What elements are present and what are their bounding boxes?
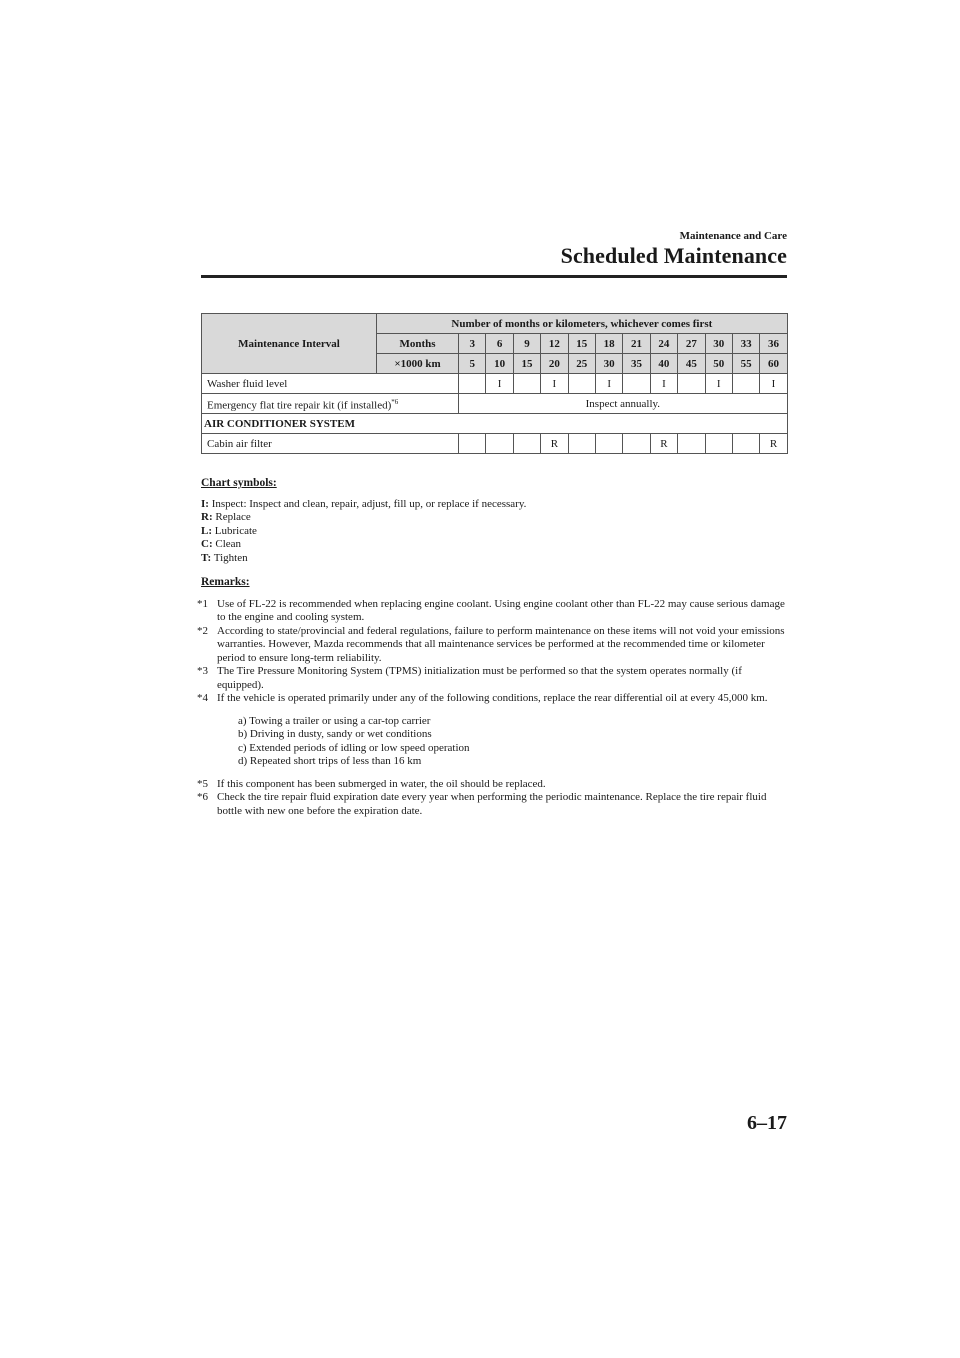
- group-header-row: [202, 314, 788, 334]
- month-cell: 36: [760, 334, 787, 354]
- remark-number: *5: [197, 777, 208, 790]
- schedule-cell: [678, 434, 705, 454]
- months-label: Months: [377, 334, 459, 354]
- month-cell: 3: [459, 334, 486, 354]
- symbol-key: R:: [201, 511, 213, 523]
- remark-text: The Tire Pressure Monitoring System (TPMS) initialization must be performed so that the system operates normally (if equipped).: [217, 665, 742, 691]
- condition-item: c) Extended periods of idling or low speed operation: [238, 741, 470, 754]
- km-cell: 25: [568, 354, 595, 374]
- remark-item: [197, 791, 791, 818]
- symbol-text: Inspect: Inspect and clean, repair, adjust, fill up, or replace if necessary.: [211, 497, 527, 510]
- schedule-cell: I: [541, 374, 568, 394]
- remark-number: *6: [197, 791, 208, 803]
- month-cell: 30: [705, 334, 732, 354]
- condition-item: b) Driving in dusty, sandy or wet conditions: [238, 728, 432, 740]
- schedule-cell: [732, 434, 759, 454]
- condition-item: a) Towing a trailer or using a car-top carrier: [238, 714, 431, 727]
- condition-item: d) Repeated short trips of less than 16 km: [238, 755, 422, 767]
- symbol-text: Clean: [215, 538, 242, 550]
- remark-item: [197, 665, 791, 692]
- schedule-cell: I: [595, 374, 622, 394]
- schedule-cell: [486, 434, 513, 454]
- remark-item: [197, 597, 791, 625]
- schedule-cell: [705, 434, 732, 454]
- symbol-key: C:: [201, 538, 213, 550]
- month-cell: 18: [595, 334, 622, 354]
- schedule-cell: [513, 374, 540, 394]
- remark-number: *4: [197, 692, 208, 704]
- schedule-cell: [732, 374, 759, 394]
- maintenance-schedule-table: [201, 313, 788, 454]
- symbol-key: I:: [201, 497, 209, 510]
- remark-text: Check the tire repair fluid expiration date every year when performing the periodic maintenance. Replace the tire repair fluid bottle with new one before the expiration date.: [217, 791, 767, 817]
- km-cell: 40: [650, 354, 677, 374]
- month-cell: 27: [678, 334, 705, 354]
- schedule-cell: I: [705, 374, 732, 394]
- remark-text: Use of FL-22 is recommended when replacing engine coolant. Using engine coolant other than FL-22 may cause serious damage to the engine and cooling system.: [217, 597, 785, 623]
- remark-item: [197, 777, 791, 792]
- km-cell: 55: [732, 354, 759, 374]
- schedule-cell: [595, 434, 622, 454]
- row-label-text: Emergency flat tire repair kit (if installed): [207, 399, 392, 412]
- schedule-cell: [459, 374, 486, 394]
- symbol-item: [201, 498, 791, 512]
- interval-label-cell: Maintenance Interval: [202, 314, 377, 374]
- schedule-cell: I: [650, 374, 677, 394]
- schedule-cell: R: [650, 434, 677, 454]
- symbol-key: T:: [201, 551, 212, 564]
- schedule-cell: [678, 374, 705, 394]
- month-cell: 6: [486, 334, 513, 354]
- schedule-cell: [568, 374, 595, 394]
- km-cell: 45: [678, 354, 705, 374]
- span-cell: Inspect annually.: [459, 394, 788, 414]
- chart-symbols: [201, 477, 791, 565]
- month-cell: 12: [541, 334, 568, 354]
- km-cell: 50: [705, 354, 732, 374]
- symbol-item: [201, 511, 791, 525]
- remark-item: [197, 624, 791, 666]
- table-row: [202, 434, 788, 454]
- remark-number: *3: [197, 665, 208, 677]
- row-label: Washer fluid level: [202, 374, 459, 394]
- km-cell: 60: [760, 354, 787, 374]
- chart-symbols-heading: Chart symbols:: [201, 477, 277, 489]
- row-label: Cabin air filter: [202, 434, 459, 454]
- schedule-cell: [513, 434, 540, 454]
- group-header-cell: Number of months or kilometers, whichever comes first: [377, 314, 788, 334]
- remark-text: If the vehicle is operated primarily under any of the following conditions, replace the rear differential oil at every 45,000 km.: [217, 692, 768, 704]
- schedule-cell: R: [760, 434, 787, 454]
- category-row: [202, 414, 788, 434]
- symbol-item: [201, 525, 791, 539]
- category-label: AIR CONDITIONER SYSTEM: [202, 414, 788, 434]
- km-cell: 10: [486, 354, 513, 374]
- km-cell: 15: [513, 354, 540, 374]
- km-label: ×1000 km: [377, 354, 459, 374]
- month-cell: 33: [732, 334, 759, 354]
- remark-text: If this component has been submerged in water, the oil should be replaced.: [217, 777, 546, 790]
- km-cell: 20: [541, 354, 568, 374]
- km-cell: 35: [623, 354, 650, 374]
- page-number: 6–17: [747, 1112, 787, 1134]
- page-title: Scheduled Maintenance: [560, 243, 787, 268]
- symbol-item: [201, 538, 791, 552]
- title-divider: [201, 275, 787, 278]
- symbol-key: L:: [201, 524, 212, 537]
- footnote-ref: *6: [391, 397, 399, 406]
- symbol-text: Replace: [215, 511, 251, 523]
- table-row: [202, 374, 788, 394]
- symbol-text: Tighten: [213, 551, 248, 564]
- km-cell: 5: [459, 354, 486, 374]
- remark-text: According to state/provincial and federal regulations, failure to perform maintenance on these items will not void your emissions warranties. However, Mazda recommends that all maintenance services be performed at the recommended time or kilometer period to ensure long-term reliability.: [217, 624, 785, 664]
- remark-number: *1: [197, 597, 208, 610]
- row-label: [202, 394, 459, 414]
- remark-item: [197, 692, 791, 706]
- remark-number: *2: [197, 624, 208, 637]
- table-row: [202, 394, 788, 414]
- schedule-cell: R: [541, 434, 568, 454]
- month-cell: 9: [513, 334, 540, 354]
- schedule-cell: I: [760, 374, 787, 394]
- schedule-cell: I: [486, 374, 513, 394]
- schedule-cell: [623, 374, 650, 394]
- remarks-heading: Remarks:: [201, 576, 250, 588]
- month-cell: 15: [568, 334, 595, 354]
- month-cell: 24: [650, 334, 677, 354]
- section-label: Maintenance and Care: [679, 230, 787, 242]
- month-cell: 21: [623, 334, 650, 354]
- schedule-cell: [623, 434, 650, 454]
- remarks: [197, 576, 791, 818]
- schedule-cell: [459, 434, 486, 454]
- symbol-text: Lubricate: [214, 524, 257, 537]
- symbol-item: [201, 552, 791, 566]
- km-cell: 30: [595, 354, 622, 374]
- schedule-cell: [568, 434, 595, 454]
